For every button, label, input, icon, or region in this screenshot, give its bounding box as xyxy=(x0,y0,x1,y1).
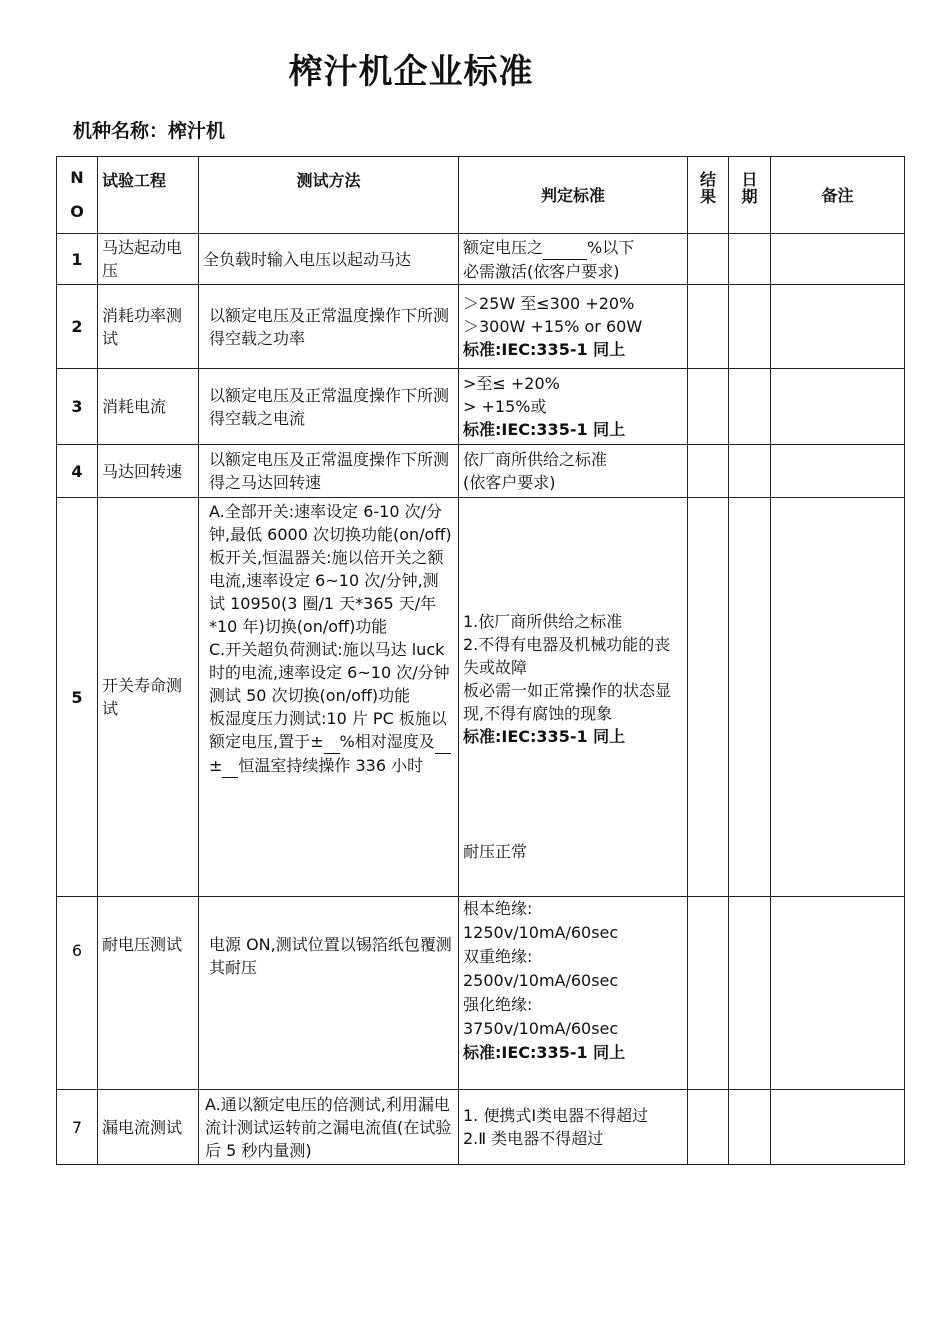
row-criteria: >至≤ +20% > +15%或 标准:IEC:335-1 同上 xyxy=(459,369,688,445)
row-no: 1 xyxy=(57,234,98,285)
standards-table xyxy=(56,156,905,1165)
row-result xyxy=(688,285,729,369)
row-remark xyxy=(771,234,905,285)
table-row-4 xyxy=(57,445,905,498)
row-no: 5 xyxy=(57,498,98,897)
row-criteria: 根本绝缘: 1250v/10mA/60sec 双重绝缘: 2500v/10mA/60sec 强化绝缘: 3750v/10mA/60sec 标准:IEC:335-1 同上 xyxy=(459,897,688,1090)
row-no: 7 xyxy=(57,1090,98,1165)
row-no: 6 xyxy=(57,897,98,1090)
row-remark xyxy=(771,1090,905,1165)
row-no: 3 xyxy=(57,369,98,445)
row-criteria: 依厂商所供给之标准 (依客户要求) xyxy=(459,445,688,498)
row-date xyxy=(729,234,771,285)
header-no: N O xyxy=(57,157,98,234)
blank-underline xyxy=(222,754,238,778)
blank-underline xyxy=(543,236,587,260)
table-row-3 xyxy=(57,369,905,445)
row-method: A.全部开关:速率设定 6-10 次/分钟,最低 6000 次切换功能(on/off) 板开关,恒温器关:施以倍开关之额电流,速率设定 6~10 次/分钟,测试 10950(3 圈/1 天*365 天/年*10 年)切换(on/off)功能 C.开关超负荷测试:施以马达 luck 时的电流,速率设定 6~10 次/分钟测试 50 次切换(on/off)功能 板湿度压力测试:10 片 PC 板施以额定电压,置于± %相对湿度及 ± 恒温室持续操作 336 小时 xyxy=(199,498,459,897)
header-method: 测试方法 xyxy=(199,157,459,234)
row-remark xyxy=(771,369,905,445)
row-method: 电源 ON,测试位置以锡箔纸包覆测其耐压 xyxy=(199,897,459,1090)
row-result xyxy=(688,369,729,445)
row-item: 消耗功率测试 xyxy=(98,285,199,369)
header-result: 结 果 xyxy=(688,157,729,234)
row-criteria: 1. 便携式Ⅰ类电器不得超过 2.Ⅱ 类电器不得超过 xyxy=(459,1090,688,1165)
table-row-6 xyxy=(57,897,905,1090)
row-date xyxy=(729,285,771,369)
row-result xyxy=(688,1090,729,1165)
row-date xyxy=(729,445,771,498)
header-date: 日 期 xyxy=(729,157,771,234)
row-remark xyxy=(771,897,905,1090)
row-date xyxy=(729,369,771,445)
table-row-1 xyxy=(57,234,905,285)
row-date xyxy=(729,897,771,1090)
machine-name: 机种名称：榨汁机 xyxy=(73,120,226,142)
header-remark: 备注 xyxy=(771,157,905,234)
row-result xyxy=(688,445,729,498)
blank-underline xyxy=(435,730,451,754)
row-no: 4 xyxy=(57,445,98,498)
row-item: 马达起动电压 xyxy=(98,234,199,285)
row-remark xyxy=(771,445,905,498)
row-item: 开关寿命测试 xyxy=(98,498,199,897)
row-remark xyxy=(771,498,905,897)
row-method: 以额定电压及正常温度操作下所测得之马达回转速 xyxy=(199,445,459,498)
row-criteria: ＞25W 至≤300 +20% ＞300W +15% or 60W 标准:IEC:335-1 同上 xyxy=(459,285,688,369)
row-item: 消耗电流 xyxy=(98,369,199,445)
row-item: 马达回转速 xyxy=(98,445,199,498)
row-method: 以额定电压及正常温度操作下所测得空载之功率 xyxy=(199,285,459,369)
row-result xyxy=(688,897,729,1090)
table-row-2 xyxy=(57,285,905,369)
table-header-row xyxy=(57,157,905,234)
header-item: 试验工程 xyxy=(98,157,199,234)
blank-underline xyxy=(324,730,340,754)
table-row-5 xyxy=(57,498,905,897)
row-date xyxy=(729,1090,771,1165)
row-item: 漏电流测试 xyxy=(98,1090,199,1165)
row-criteria: 额定电压之 %以下 必需激活(依客户要求) xyxy=(459,234,688,285)
row-date xyxy=(729,498,771,897)
row-result xyxy=(688,498,729,897)
row-remark xyxy=(771,285,905,369)
row-criteria: 1.依厂商所供给之标准 2.不得有电器及机械功能的丧失或故障 板必需一如正常操作的状态显现,不得有腐蚀的现象 标准:IEC:335-1 同上 耐压正常 xyxy=(459,498,688,897)
row-method: 以额定电压及正常温度操作下所测得空载之电流 xyxy=(199,369,459,445)
row-no: 2 xyxy=(57,285,98,369)
header-criteria: 判定标准 xyxy=(459,157,688,234)
table-row-7 xyxy=(57,1090,905,1165)
row-method: 全负载时输入电压以起动马达 xyxy=(199,234,459,285)
row-method: A.通以额定电压的倍测试,利用漏电流计测试运转前之漏电流值(在试验后 5 秒内量测) xyxy=(199,1090,459,1165)
row-item: 耐电压测试 xyxy=(98,897,199,1090)
document-title: 榨汁机企业标准 xyxy=(288,52,534,92)
row-result xyxy=(688,234,729,285)
